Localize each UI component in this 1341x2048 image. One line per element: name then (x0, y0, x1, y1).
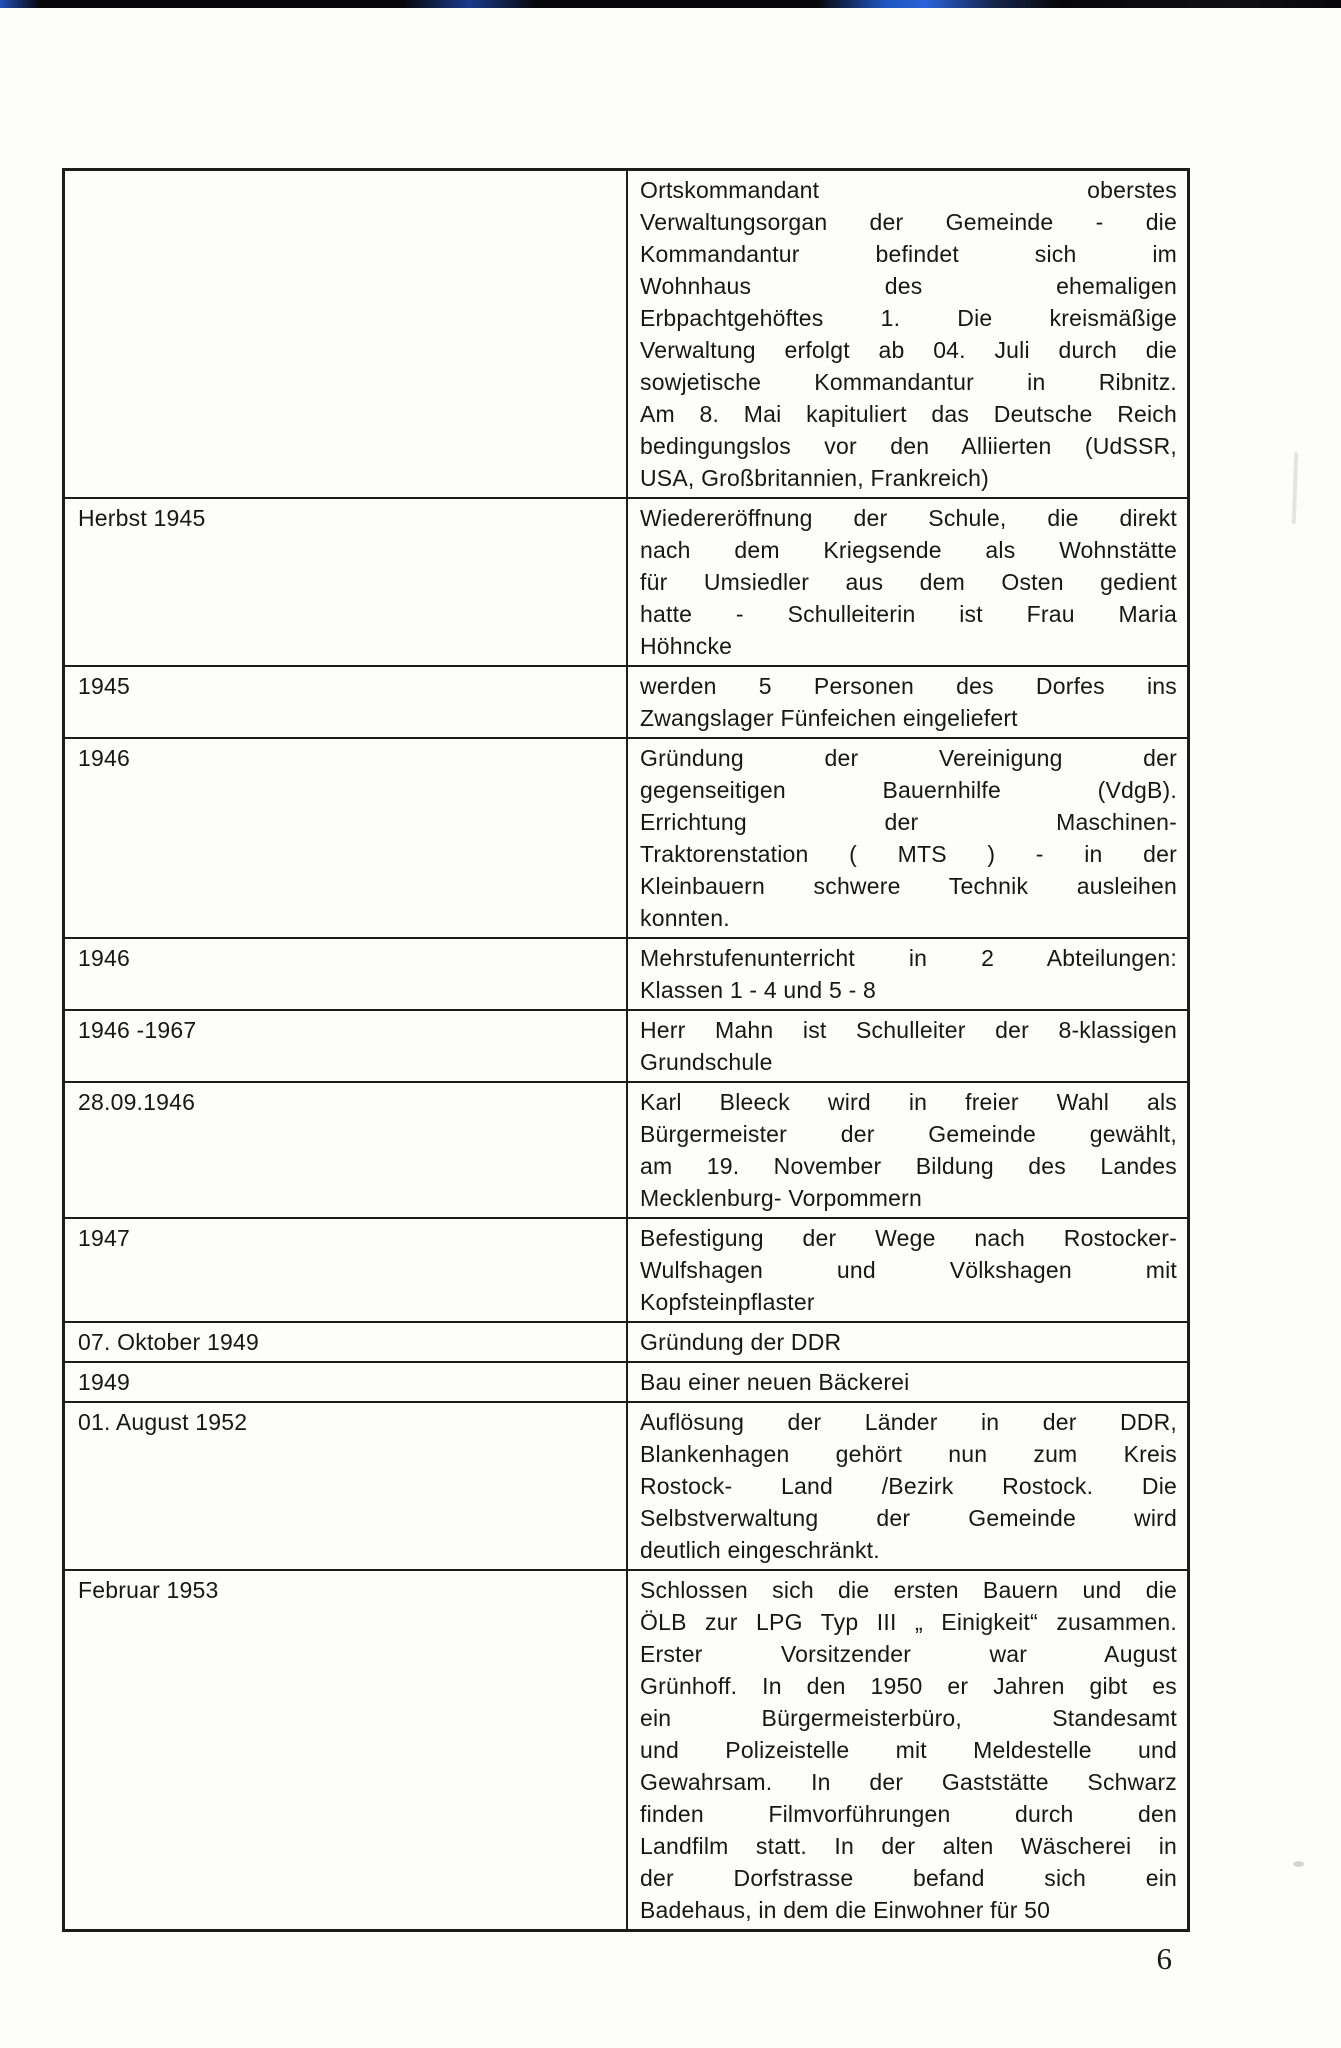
text-line: Gründung der Vereinigung der (640, 745, 1177, 771)
text-line: Kleinbauern schwere Technik ausleihen (640, 873, 1177, 899)
table-row (65, 667, 1187, 739)
event-cell (628, 1219, 1187, 1321)
text-line: Höhncke (640, 633, 733, 659)
event-cell (628, 667, 1187, 737)
date-cell: 1949 (65, 1363, 628, 1401)
event-cell (628, 499, 1187, 665)
text-line: USA, Großbritannien, Frankreich) (640, 465, 989, 491)
text-line: Zwangslager Fünfeichen eingeliefert (640, 705, 1018, 731)
text-line: Grundschule (640, 1049, 773, 1075)
date-cell: 07. Oktober 1949 (65, 1323, 628, 1361)
date-cell: 1945 (65, 667, 628, 737)
page-number: 6 (1156, 1941, 1172, 1976)
table-row (65, 499, 1187, 667)
text-line: Bau einer neuen Bäckerei (640, 1369, 910, 1395)
text-line: Wiedereröffnung der Schule, die direkt (640, 505, 1177, 531)
event-cell (628, 739, 1187, 937)
date-cell: 1947 (65, 1219, 628, 1321)
text-line: Wulfshagen und Völkshagen mit (640, 1257, 1177, 1283)
table-row (65, 1403, 1187, 1571)
text-line: Grünhoff. In den 1950 er Jahren gibt es (640, 1673, 1177, 1699)
text-line: Bürgermeister der Gemeinde gewählt, (640, 1121, 1177, 1147)
event-cell (628, 939, 1187, 1009)
text-line: Badehaus, in dem die Einwohner für 50 (640, 1897, 1051, 1923)
text-line: Blankenhagen gehört nun zum Kreis (640, 1441, 1177, 1467)
text-line: Errichtung der Maschinen- (640, 809, 1177, 835)
scan-smudge (1293, 1861, 1304, 1867)
text-line: sowjetische Kommandantur in Ribnitz. (640, 369, 1177, 395)
text-line: der Dorfstrasse befand sich ein (640, 1865, 1177, 1891)
text-line: Ortskommandant oberstes (640, 177, 1177, 203)
text-line: nach dem Kriegsende als Wohnstätte (640, 537, 1177, 563)
text-line: ein Bürgermeisterbüro, Standesamt (640, 1705, 1177, 1731)
table-row (65, 1083, 1187, 1219)
event-cell (628, 1011, 1187, 1081)
text-line: deutlich eingeschränkt. (640, 1537, 880, 1563)
text-line: Mecklenburg- Vorpommern (640, 1185, 922, 1211)
text-line: Auflösung der Länder in der DDR, (640, 1409, 1177, 1435)
text-line: Karl Bleeck wird in freier Wahl als (640, 1089, 1177, 1115)
text-line: Schlossen sich die ersten Bauern und die (640, 1577, 1177, 1603)
event-cell (628, 1363, 1187, 1401)
table-row (65, 1219, 1187, 1323)
event-cell (628, 1403, 1187, 1569)
text-line: Traktorenstation ( MTS ) - in der (640, 841, 1177, 867)
text-line: Landfilm statt. In der alten Wäscherei in (640, 1833, 1177, 1859)
text-line: Gewahrsam. In der Gaststätte Schwarz (640, 1769, 1177, 1795)
table-row (65, 171, 1187, 499)
text-line: ÖLB zur LPG Typ III „ Einigkeit“ zusammen. (640, 1609, 1177, 1635)
chronicle-table (62, 168, 1190, 1932)
text-line: Kommandantur befindet sich im (640, 241, 1177, 267)
text-line: hatte - Schulleiterin ist Frau Maria (640, 601, 1177, 627)
event-cell (628, 1323, 1187, 1361)
page-content (62, 168, 1190, 1977)
date-cell: 1946 -1967 (65, 1011, 628, 1081)
event-cell (628, 171, 1187, 497)
text-line: werden 5 Personen des Dorfes ins (640, 673, 1177, 699)
text-line: und Polizeistelle mit Meldestelle und (640, 1737, 1177, 1763)
text-line: am 19. November Bildung des Landes (640, 1153, 1177, 1179)
scan-smudge (1292, 452, 1299, 524)
text-line: Gründung der DDR (640, 1329, 842, 1355)
text-line: Rostock- Land /Bezirk Rostock. Die (640, 1473, 1177, 1499)
text-line: Befestigung der Wege nach Rostocker- (640, 1225, 1177, 1251)
text-line: Mehrstufenunterricht in 2 Abteilungen: (640, 945, 1177, 971)
date-cell: 1946 (65, 939, 628, 1009)
date-cell: 01. August 1952 (65, 1403, 628, 1569)
scan-top-edge (0, 0, 1341, 8)
date-cell: Herbst 1945 (65, 499, 628, 665)
table-row (65, 739, 1187, 939)
table-row (65, 939, 1187, 1011)
table-row (65, 1363, 1187, 1403)
text-line: Verwaltung erfolgt ab 04. Juli durch die (640, 337, 1177, 363)
text-line: für Umsiedler aus dem Osten gedient (640, 569, 1177, 595)
table-row (65, 1011, 1187, 1083)
date-cell: Februar 1953 (65, 1571, 628, 1929)
text-line: Erbpachtgehöftes 1. Die kreismäßige (640, 305, 1177, 331)
text-line: Selbstverwaltung der Gemeinde wird (640, 1505, 1177, 1531)
text-line: Kopfsteinpflaster (640, 1289, 815, 1315)
table-row (65, 1323, 1187, 1363)
date-cell (65, 171, 628, 497)
text-line: gegenseitigen Bauernhilfe (VdgB). (640, 777, 1177, 803)
text-line: konnten. (640, 905, 730, 931)
event-cell (628, 1571, 1187, 1929)
table-row (65, 1571, 1187, 1929)
text-line: bedingungslos vor den Alliierten (UdSSR, (640, 433, 1177, 459)
text-line: Erster Vorsitzender war August (640, 1641, 1177, 1667)
text-line: Verwaltungsorgan der Gemeinde - die (640, 209, 1177, 235)
event-cell (628, 1083, 1187, 1217)
text-line: Klassen 1 - 4 und 5 - 8 (640, 977, 877, 1003)
date-cell: 28.09.1946 (65, 1083, 628, 1217)
text-line: finden Filmvorführungen durch den (640, 1801, 1177, 1827)
date-cell: 1946 (65, 739, 628, 937)
text-line: Herr Mahn ist Schulleiter der 8-klassigen (640, 1017, 1177, 1043)
text-line: Wohnhaus des ehemaligen (640, 273, 1177, 299)
text-line: Am 8. Mai kapituliert das Deutsche Reich (640, 401, 1177, 427)
